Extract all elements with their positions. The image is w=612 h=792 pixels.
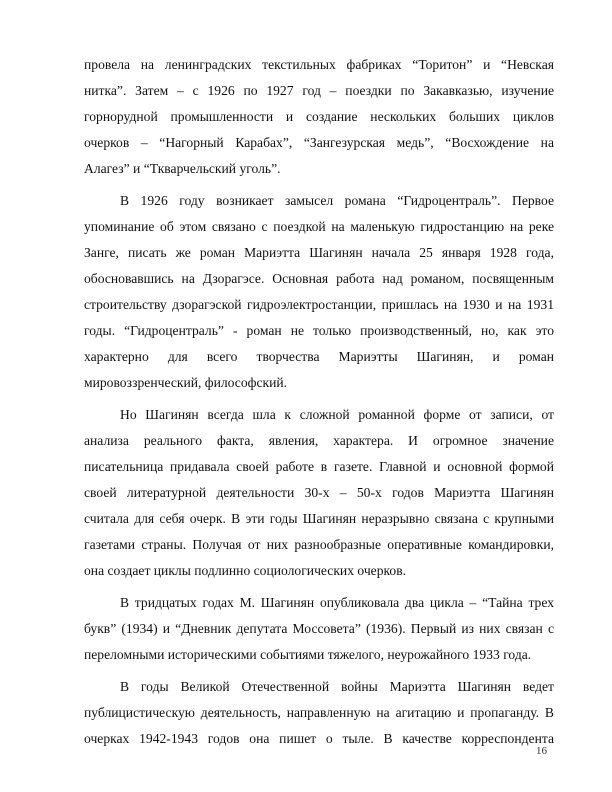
paragraph-3 bbox=[84, 402, 554, 584]
text-line: обосновавшись на Дзорагэсе. Основная работа над романом, посвященным bbox=[84, 271, 554, 286]
text-line: Алагез” и “Ткварчельский уголь”. bbox=[84, 161, 281, 176]
text-line: В тридцатых годах М. Шагинян опубликовала два цикла – “Тайна трех bbox=[120, 595, 554, 610]
text-line: нитка”. Затем – с 1926 по 1927 год – поездки по Закавказью, изучение bbox=[84, 83, 554, 98]
text-line: провела на ленинградских текстильных фабриках “Торитон” и “Невская bbox=[84, 57, 554, 72]
text-line: мировоззренческий, философский. bbox=[84, 375, 288, 390]
text-line: писательница придавала своей работе в газете. Главной и основной формой bbox=[84, 459, 554, 474]
text-line: своей литературной деятельности 30-х – 50-х годов Мариэтта Шагинян bbox=[84, 485, 554, 500]
text-line: публицистическую деятельность, направленную на агитацию и пропаганду. В bbox=[84, 705, 554, 720]
text-line: горнорудной промышленности и создание нескольких больших циклов bbox=[84, 109, 554, 124]
text-line: переломными историческими событиями тяжелого, неурожайного 1933 года. bbox=[84, 647, 532, 662]
text-line: Занге, писать же роман Мариэтта Шагинян начала 25 января 1928 года, bbox=[84, 245, 554, 260]
text-line: букв” (1934) и “Дневник депутата Моссовета” (1936). Первый из них связан с bbox=[84, 621, 554, 636]
text-line: очерках 1942-1943 годов она пишет о тыле. В качестве корреспондента bbox=[84, 731, 554, 746]
text-line: характерно для всего творчества Мариэтты Шагинян, и роман bbox=[84, 349, 554, 364]
paragraph-5 bbox=[84, 674, 554, 752]
text-line: газетами страны. Получая от них разнообразные оперативные командировки, bbox=[84, 537, 554, 552]
body-text bbox=[84, 52, 554, 758]
text-line: анализа реального факта, явления, характера. И огромное значение bbox=[84, 433, 554, 448]
page-number: 16 bbox=[536, 745, 547, 757]
paragraph-4 bbox=[84, 590, 554, 668]
text-line: она создает циклы подлинно социологических очерков. bbox=[84, 563, 407, 578]
text-line: Но Шагинян всегда шла к сложной романной форме от записи, от bbox=[120, 407, 554, 422]
text-line: В годы Великой Отечественной войны Мариэтта Шагинян ведет bbox=[120, 679, 554, 694]
text-line: строительству дзорагэской гидроэлектростанции, пришлась на 1930 и на 1931 bbox=[84, 297, 554, 312]
paragraph-2 bbox=[84, 188, 554, 396]
text-line: упоминание об этом связано с поездкой на маленькую гидростанцию на реке bbox=[84, 219, 554, 234]
text-line: считала для себя очерк. В эти годы Шагинян неразрывно связана с крупными bbox=[84, 511, 554, 526]
text-line: В 1926 году возникает замысел романа “Гидроцентраль”. Первое bbox=[120, 193, 554, 208]
paragraph-1 bbox=[84, 52, 554, 182]
text-line: годы. “Гидроцентраль” - роман не только производственный, но, как это bbox=[84, 323, 554, 338]
text-line: очерков – “Нагорный Карабах”, “Зангезурская медь”, “Восхождение на bbox=[84, 135, 554, 150]
